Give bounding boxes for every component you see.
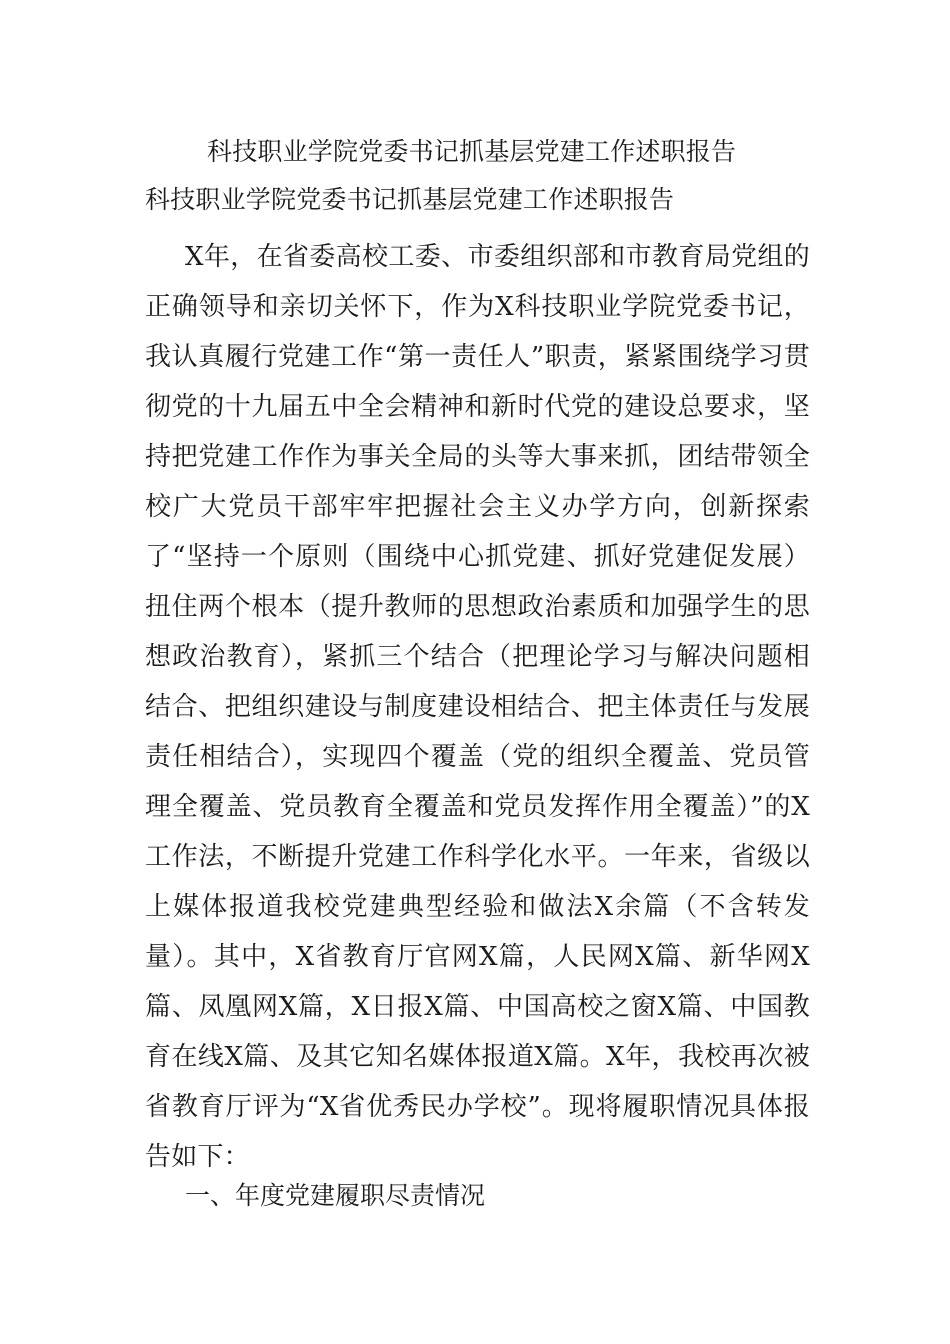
body-paragraph: X年，在省委高校工委、市委组织部和市教育局党组的正确领导和亲切关怀下，作为X科技职业学院党委书记，我认真履行党建工作“第一责任人”职责，紧紧围绕学习贯彻党的十九届五中全会精神和新时代党的建设总要求，坚持把党建工作作为事关全局的头等大事来抓，团结带领全校广大党员干部牢牢把握社会主义办学方向，创新探索了“坚持一个原则（围绕中心抓党建、抓好党建促发展）扭住两个根本（提升教师的思想政治素质和加强学生的思想政治教育），紧抓三个结合（把理论学习与解决问题相结合、把组织建设与制度建设相结合、把主体责任与发展责任相结合），实现四个覆盖（党的组织全覆盖、党员管理全覆盖、党员教育全覆盖和党员发挥作用全覆盖）”的X工作法，不断提升党建工作科学化水平。一年来，省级以上媒体报道我校党建典型经验和做法X余篇（不含转发量）。其中，X省教育厅官网X篇，人民网X篇、新华网X篇、凤凰网X篇，X日报X篇、中国高校之窗X篇、中国教育在线X篇、及其它知名媒体报道X篇。X年，我校再次被省教育厅评为“X省优秀民办学校”。现将履职情况具体报告如下： — [145, 242, 810, 1172]
document-title: 科技职业学院党委书记抓基层党建工作述职报告 — [207, 137, 737, 166]
section-heading: 一、年度党建履职尽责情况 — [185, 1181, 486, 1210]
document-subtitle: 科技职业学院党委书记抓基层党建工作述职报告 — [145, 185, 675, 214]
